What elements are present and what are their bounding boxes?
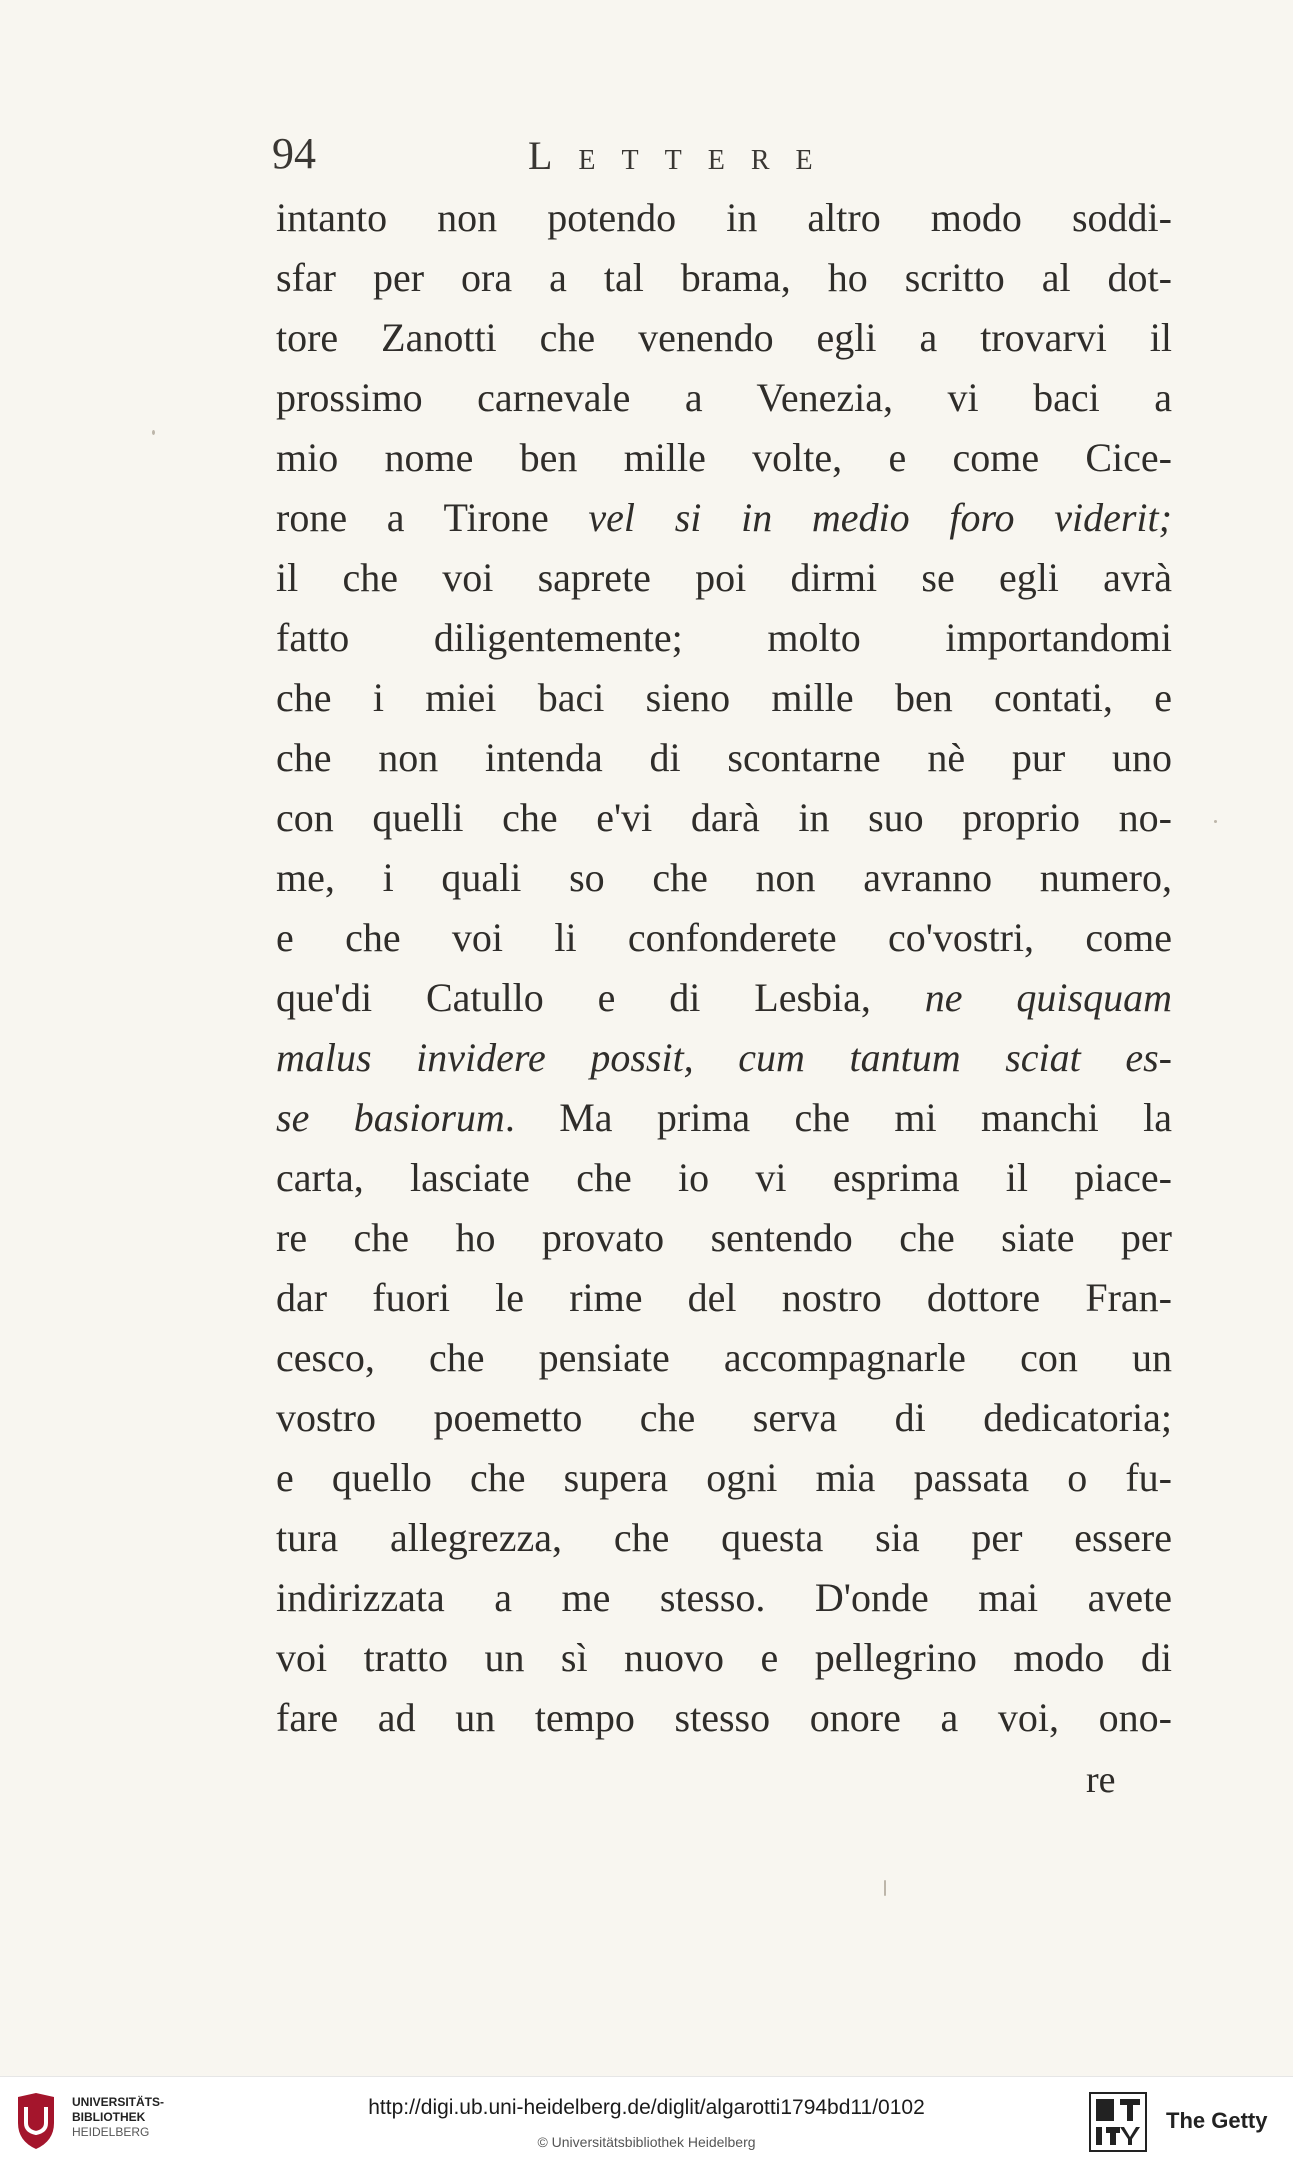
text-line	[276, 668, 1172, 728]
text-segment: intanto non potendo in altro modo soddi-	[276, 195, 1172, 240]
text-line	[276, 1088, 1172, 1148]
text-segment: con quelli che e'vi darà in suo proprio no-	[276, 795, 1172, 840]
text-segment: prossimo carnevale a Venezia, vi baci a	[276, 375, 1172, 420]
text-line	[276, 1568, 1172, 1628]
text-line	[276, 1268, 1172, 1328]
text-segment: sfar per ora a tal brama, ho scritto al dot-	[276, 255, 1172, 300]
text-segment: fatto diligentemente; molto importandomi	[276, 615, 1172, 660]
text-segment: che i miei baci sieno mille ben contati, e	[276, 675, 1172, 720]
text-segment: voi tratto un sì nuovo e pellegrino modo di	[276, 1635, 1172, 1680]
copyright-notice: © Universitätsbibliothek Heidelberg	[537, 2134, 756, 2150]
text-line	[276, 308, 1172, 368]
library-name-line-1: UNIVERSITÄTS-	[72, 2095, 165, 2109]
text-segment: mio nome ben mille volte, e come Cice-	[276, 435, 1172, 480]
text-segment: e che voi li confonderete co'vostri, come	[276, 915, 1172, 960]
text-line	[276, 1508, 1172, 1568]
text-segment: vostro poemetto che serva di dedicatoria;	[276, 1395, 1172, 1440]
running-head: Lettere	[528, 133, 839, 178]
text-segment: me, i quali so che non avranno numero,	[276, 855, 1172, 900]
library-name-line-3: HEIDELBERG	[72, 2125, 150, 2139]
text-segment: tore Zanotti che venendo egli a trovarvi il	[276, 315, 1172, 360]
text-segment: carta, lasciate che io vi esprima il piace-	[276, 1155, 1172, 1200]
italic-latin-phrase: malus invidere possit, cum tantum sciat es-	[276, 1035, 1172, 1080]
text-line	[276, 548, 1172, 608]
paper-speck	[884, 1880, 886, 1896]
text-line	[276, 1628, 1172, 1688]
text-segment: . Ma prima che mi manchi la	[504, 1095, 1172, 1140]
text-line	[276, 728, 1172, 788]
body-text	[276, 188, 1172, 1748]
text-segment: tura allegrezza, che questa sia per essere	[276, 1515, 1172, 1560]
italic-latin-phrase: ne quisquam	[924, 975, 1172, 1020]
text-segment: che non intenda di scontarne nè pur uno	[276, 735, 1172, 780]
text-line	[276, 788, 1172, 848]
text-line	[276, 428, 1172, 488]
text-segment: rone a Tirone	[276, 495, 589, 540]
text-segment: re che ho provato sentendo che siate per	[276, 1215, 1172, 1260]
text-line	[276, 608, 1172, 668]
page-number: 94	[272, 129, 316, 178]
text-segment: il che voi saprete poi dirmi se egli avrà	[276, 555, 1172, 600]
paper-speck	[1214, 820, 1217, 823]
paper-speck	[152, 430, 155, 435]
permalink[interactable]: http://digi.ub.uni-heidelberg.de/diglit/algarotti1794bd11/0102	[368, 2096, 925, 2119]
text-line	[276, 908, 1172, 968]
italic-latin-phrase: vel si in medio foro viderit;	[588, 495, 1172, 540]
text-segment: e quello che supera ogni mia passata o fu-	[276, 1455, 1172, 1500]
text-line	[276, 1028, 1172, 1088]
text-line	[276, 1208, 1172, 1268]
text-segment: cesco, che pensiate accompagnarle con un	[276, 1335, 1172, 1380]
text-line	[276, 1328, 1172, 1388]
text-line	[276, 368, 1172, 428]
footer-bar	[0, 2076, 1293, 2169]
text-segment: que'di Catullo e di Lesbia,	[276, 975, 925, 1020]
text-segment: fare ad un tempo stesso onore a voi, ono-	[276, 1695, 1172, 1740]
text-line	[276, 1388, 1172, 1448]
getty-logo-icon	[1088, 2091, 1148, 2153]
text-line	[276, 1448, 1172, 1508]
library-name-line-2: BIBLIOTHEK	[72, 2110, 146, 2124]
text-line	[276, 848, 1172, 908]
text-line	[276, 1148, 1172, 1208]
italic-latin-phrase: se basiorum	[276, 1095, 505, 1140]
text-line	[276, 248, 1172, 308]
text-line	[276, 1688, 1172, 1748]
partner-name: The Getty	[1166, 2108, 1268, 2133]
text-line	[276, 188, 1172, 248]
catchword: re	[1086, 1759, 1116, 1801]
text-line	[276, 968, 1172, 1028]
text-segment: indirizzata a me stesso. D'onde mai avete	[276, 1575, 1172, 1620]
text-segment: dar fuori le rime del nostro dottore Fran-	[276, 1275, 1172, 1320]
text-line	[276, 488, 1172, 548]
